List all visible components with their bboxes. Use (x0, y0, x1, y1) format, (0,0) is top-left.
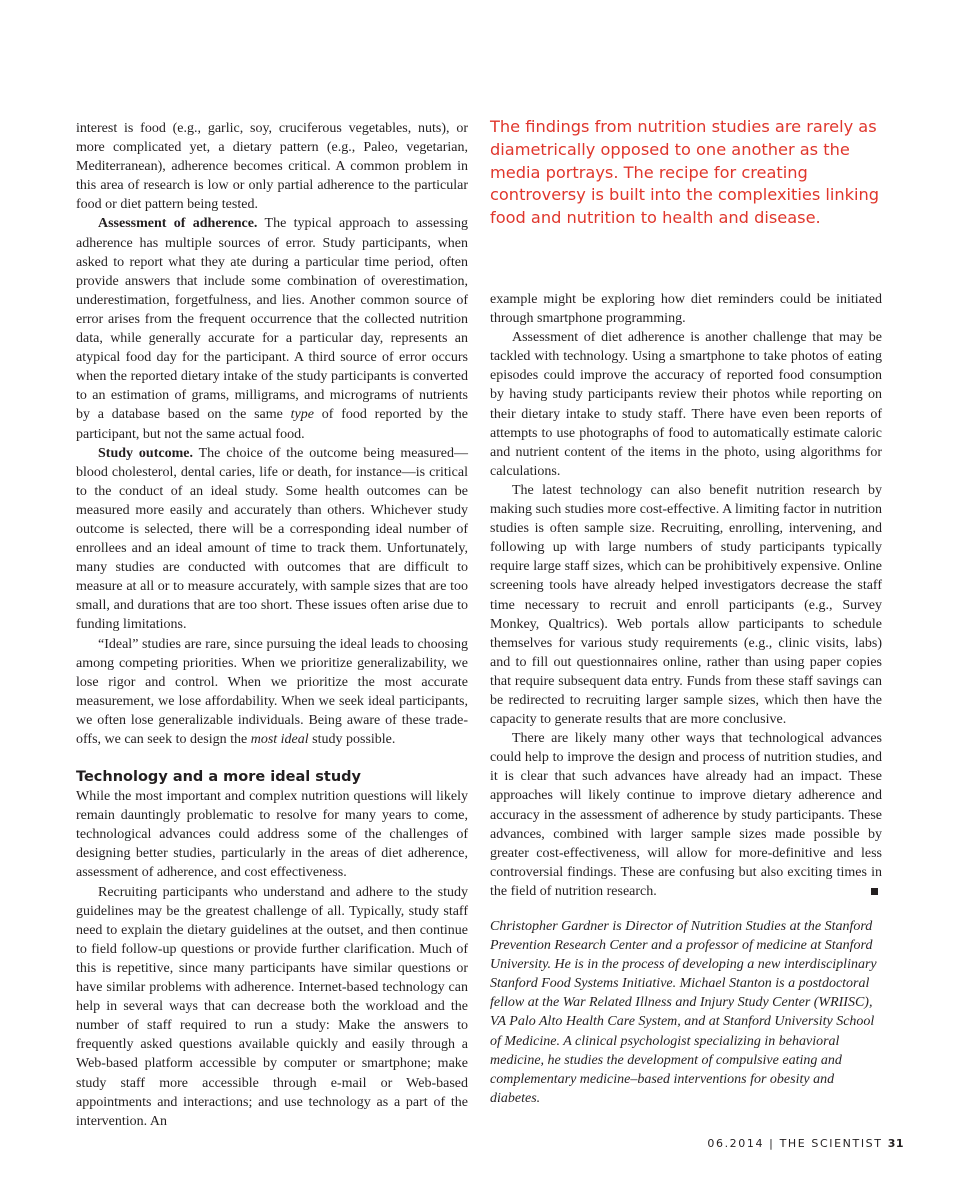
emphasis-type: type (290, 407, 314, 423)
paragraph-ideal-studies (76, 635, 468, 750)
paragraph-smartphone-reminders: example might be exploring how diet reminders could be initiated through smartphone programming. (490, 292, 882, 327)
paragraph-text: “Ideal” studies are rare, since pursuing the ideal leads to choosing among competing priorities. When we prioritize generalizability, we lose rigor and control. When we prioritize the most accurate measurement, we lose affordability. When we seek ideal participants, we often lose generalizable individuals. Being aware of these trade-offs, we can seek to design the (76, 636, 468, 747)
paragraph-text: The typical approach to assessing adherence has multiple sources of error. Study participants, when asked to report what they ate during a particular time period, often provide answers that include some combination of overestimation, underestimation, forgetfulness, and lies. Another common source of error arises from the frequent occurrence that the collected nutrition data, while generally accurate for a particular day, represents an atypical food day for the participant. A third source of error occurs when the reported dietary intake of the study participants is converted to an estimation of grams, milligrams, and micrograms of nutrients by a database based on the same (76, 216, 468, 423)
paragraph-text: The choice of the outcome being measured—blood cholesterol, dental caries, life or death, for instance—is critical to the conduct of an ideal study. Some health outcomes can be measured more easily and accurately than others. Whichever study outcome is selected, there will be a corresponding ideal number of enrollees and an ideal amount of time to track them. Unfortunately, many studies are conducted with outcomes that are difficult to measure at all or to measure accurately, with sample sizes that are too small, and durations that are too short. These issues often arise due to funding limitations. (76, 445, 469, 633)
paragraph-study-outcome (76, 444, 468, 635)
paragraph-text: There are likely many other ways that technological advances could help to improve the design and process of nutrition studies, and it is clear that such advances have already had an impact. These approaches will likely continue to improve dietary adherence and accuracy in the assessment of adherence by study participants. These advances, combined with larger sample sizes made possible by greater cost-effectiveness, will allow for more-definitive and less controversial findings. These are confusing but also exciting times in the field of nutrition research. (490, 731, 882, 899)
paragraph-conclusion (490, 729, 882, 901)
paragraph-recruiting: Recruiting participants who understand and adhere to the study guidelines may be the greatest challenge of all. Typically, study staff need to explain the dietary guidelines at the outset, and then continue to field follow-up questions or provide further clarification. Much of this is repetitive, since many participants have similar questions or have similar problems with adherence. Internet-based technology can help in several ways that can decrease both the workload and the number of staff required to run a study: Make the answers to frequently asked questions available quickly and easily through a Web-based platform accessible by computer or smartphone; make study staff more accessible through e-mail or Web-based appointments and interactions; and use technology as a part of the intervention. An (76, 884, 468, 1129)
paragraph-technology-intro: While the most important and complex nutrition questions will likely remain dauntingly problematic to resolve for many years to come, technological advances could address some of the challenges of designing better studies, particularly in the areas of diet adherence, assessment of adherence, and cost effectiveness. (76, 789, 468, 881)
page-number: 31 (887, 1137, 904, 1150)
run-in-heading-study-outcome: Study outcome. (98, 445, 193, 461)
run-in-heading-assessment: Assessment of adherence. (98, 216, 258, 232)
paragraph-text: study possible. (308, 732, 396, 747)
issue-label: 06.2014 | THE SCIENTIST (707, 1137, 883, 1150)
paragraph-text: of food reported by the participant, but not the same actual food. (76, 407, 469, 442)
paragraph-cost-effectiveness: The latest technology can also benefit nutrition research by making such studies more cost-effective. A limiting factor in nutrition studies is often sample size. Recruiting, enrolling, intervening, and following up with large numbers of study participants typically require large staff sizes, which can be prohibitively expensive. Online screening tools have already helped investigators decrease the staff time necessary to recruit and enroll participants (e.g., Survey Monkey, Qualtrics). Web portals allow participants to schedule themselves for various study requirements (e.g., clinic visits, labs) and to fill out questionnaires online, rather than using paper copies that require subsequent data entry. Funds from these staff savings can be redirected to recruiting larger sample sizes, which then have the capacity to generate results that are more conclusive. (490, 482, 882, 728)
right-column (490, 290, 882, 1108)
page-footer (707, 1137, 904, 1150)
paragraph-diet-adherence-assessment: Assessment of diet adherence is another challenge that may be tackled with technology. Using a smartphone to take photos of eating episodes could improve the accuracy of reported food consumption by having study participants review their photos while reporting on their dietary intake to study staff. There have even been reports of attempts to use photographs of food to automatically estimate caloric and nutrient content of the items in the photo, using algorithms for calculations. (490, 330, 882, 479)
end-of-article-mark (871, 888, 878, 895)
pull-quote: The findings from nutrition studies are rarely as diametrically opposed to one another as the media portrays. The recipe for creating controversy is built into the complexities linking food and nutrition to health and disease. (490, 117, 880, 228)
author-bio: Christopher Gardner is Director of Nutrition Studies at the Stanford Prevention Research Center and a professor of medicine at Stanford University. He is in the process of developing a new interdisciplinary Stanford Food Systems Initiative. Michael Stanton is a postdoctoral fellow at the War Related Illness and Injury Study Center (WRIISC), VA Palo Alto Health Care System, and at Stanford University School of Medicine. A clinical psychologist specializing in behavioral medicine, he studies the development of compulsive eating and complementary medicine–based interventions for obesity and diabetes. (490, 919, 877, 1106)
paragraph-assessment-of-adherence (76, 214, 468, 443)
section-heading-technology: Technology and a more ideal study (76, 769, 361, 786)
left-column (76, 119, 468, 1131)
paragraph-adherence-intro: interest is food (e.g., garlic, soy, cruciferous vegetables, nuts), or more complicated yet, a dietary pattern (e.g., Paleo, vegetarian, Mediterranean), adherence becomes critical. A common problem in this area of research is low or only partial adherence to the particular food or diet pattern being tested. (76, 121, 468, 213)
emphasis-most-ideal: most ideal (250, 732, 309, 747)
